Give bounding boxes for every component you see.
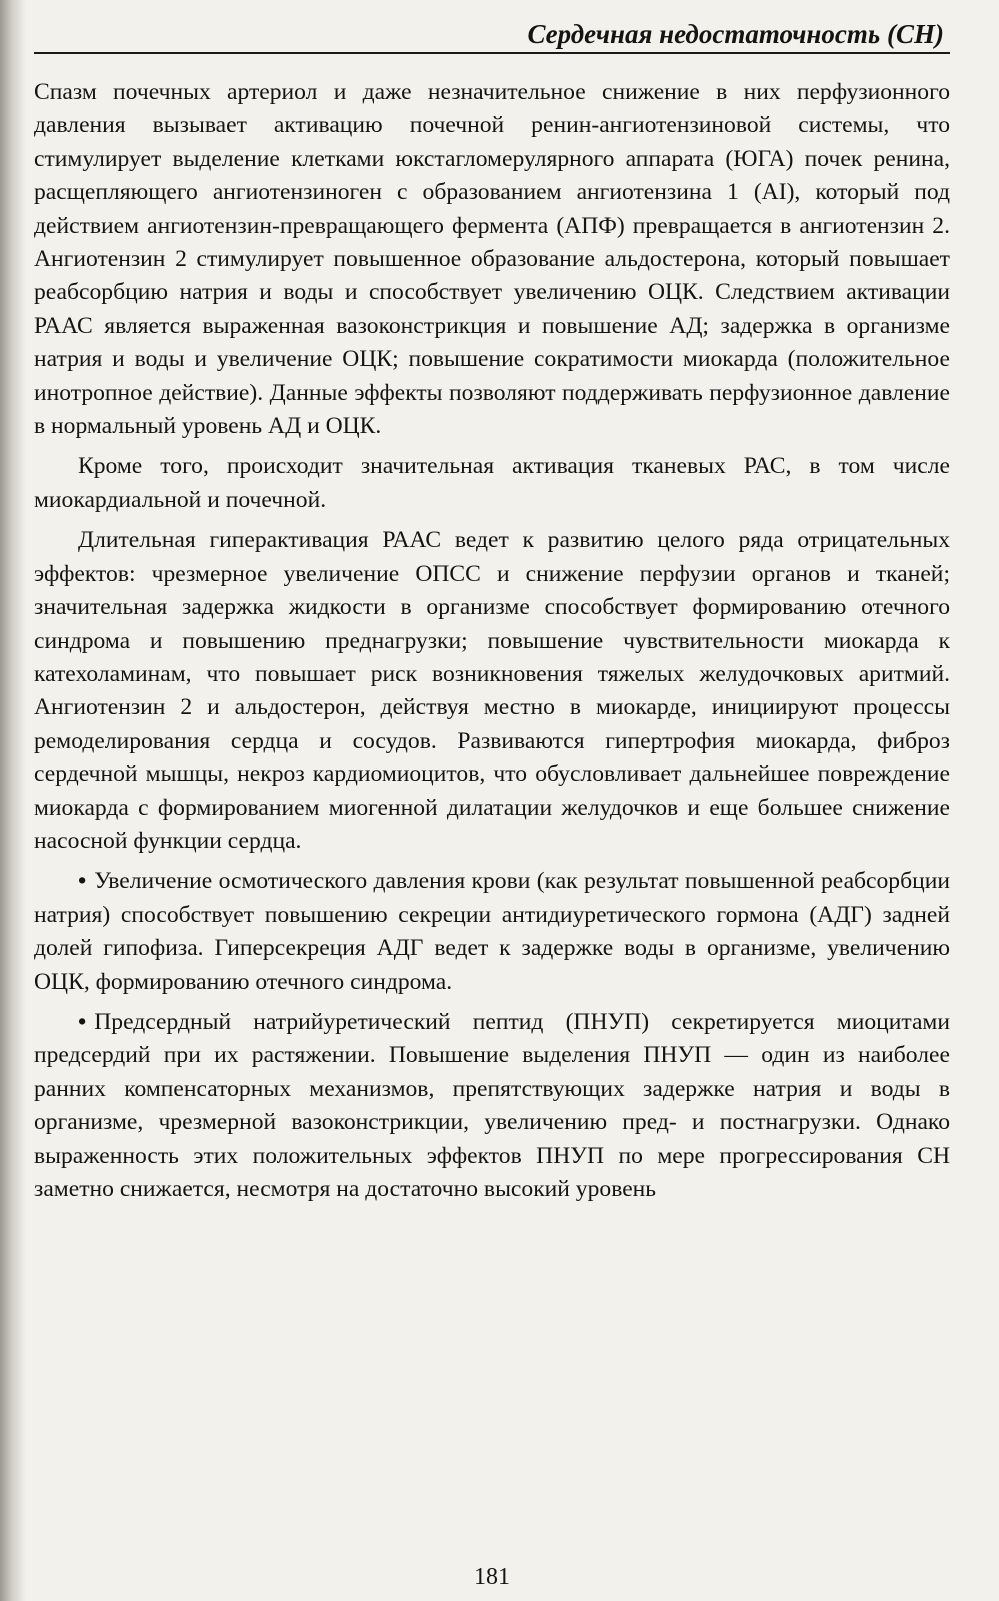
book-page bbox=[34, 16, 950, 1590]
bullet-item-adh bbox=[34, 865, 950, 999]
bullet-icon: • bbox=[78, 1008, 87, 1035]
page-gutter-shadow bbox=[0, 0, 26, 1601]
bullet-text: Предсердный натрийуретический пептид (ПНУП) секретируется миоцитами предсердий при их растяжении. Повышение выделения ПНУП — один из наиболее ранних компенсаторных механизмов, препятствующих задержке натрия и воды в организме, чрезмерной вазоконстрикции, увеличению пред- и постнагрузки. Однако выраженность этих положительных эффектов ПНУП по мере прогрессирования СН заметно снижается, несмотря на достаточно высокий уровень bbox=[34, 1008, 950, 1202]
bullet-item-anp bbox=[34, 1006, 950, 1206]
paragraph-tissue-ras: Кроме того, происходит значительная активация тканевых РАС, в том числе миокардиальной и почечной. bbox=[34, 453, 950, 513]
running-head: Сердечная недостаточность (СН) bbox=[34, 16, 950, 54]
paragraph-raas-activation: Спазм почечных артериол и даже незначительное снижение в них перфузионного давления вызывает активацию почечной ренин-ангиотензиновой системы, что стимулирует выделение клетками юкстагломерулярного аппарата (ЮГА) почек ренина, расщепляющего ангиотензиноген с образованием ангиотензина 1 (AI), который под действием ангиотензин-превращающего фермента (АПФ) превращается в ангиотензин 2. Ангиотензин 2 стимулирует повышенное образование альдостерона, который повышает реабсорбцию натрия и воды и способствует увеличению ОЦК. Следствием активации РААС является выраженная вазоконстрикция и повышение АД; задержка в организме натрия и воды и увеличение ОЦК; повышение сократимости миокарда (положительное инотропное действие). Данные эффекты позволяют поддерживать перфузионное давление в нормальный уровень АД и ОЦК. bbox=[34, 79, 950, 440]
page-body bbox=[34, 76, 950, 1206]
bullet-text: Увеличение осмотического давления крови (как результат повышенной реабсорбции натрия) способствует повышению секреции антидиуретического гормона (АДГ) задней долей гипофиза. Гиперсекреция АДГ ведет к задержке воды в организме, увеличению ОЦК, формированию отечного синдрома. bbox=[34, 868, 950, 995]
paragraph-hyperactivation: Длительная гиперактивация РААС ведет к развитию целого ряда отрицательных эффектов: чрезмерное увеличение ОПСС и снижение перфузии органов и тканей; значительная задержка жидкости в организме способствует формированию отечного синдрома и повышению преднагрузки; повышение чувствительности миокарда к катехоламинам, что повышает риск возникновения тяжелых желудочковых аритмий. Ангиотензин 2 и альдостерон, действуя местно в миокарде, инициируют процессы ремоделирования сердца и сосудов. Развиваются гипертрофия миокарда, фиброз сердечной мышцы, некроз кардиомиоцитов, что обусловливает дальнейшее повреждение миокарда с формированием миогенной дилатации желудочков и еще большее снижение насосной функции сердца. bbox=[34, 527, 950, 854]
bullet-icon: • bbox=[78, 868, 87, 895]
page-number: 181 bbox=[474, 1564, 510, 1590]
